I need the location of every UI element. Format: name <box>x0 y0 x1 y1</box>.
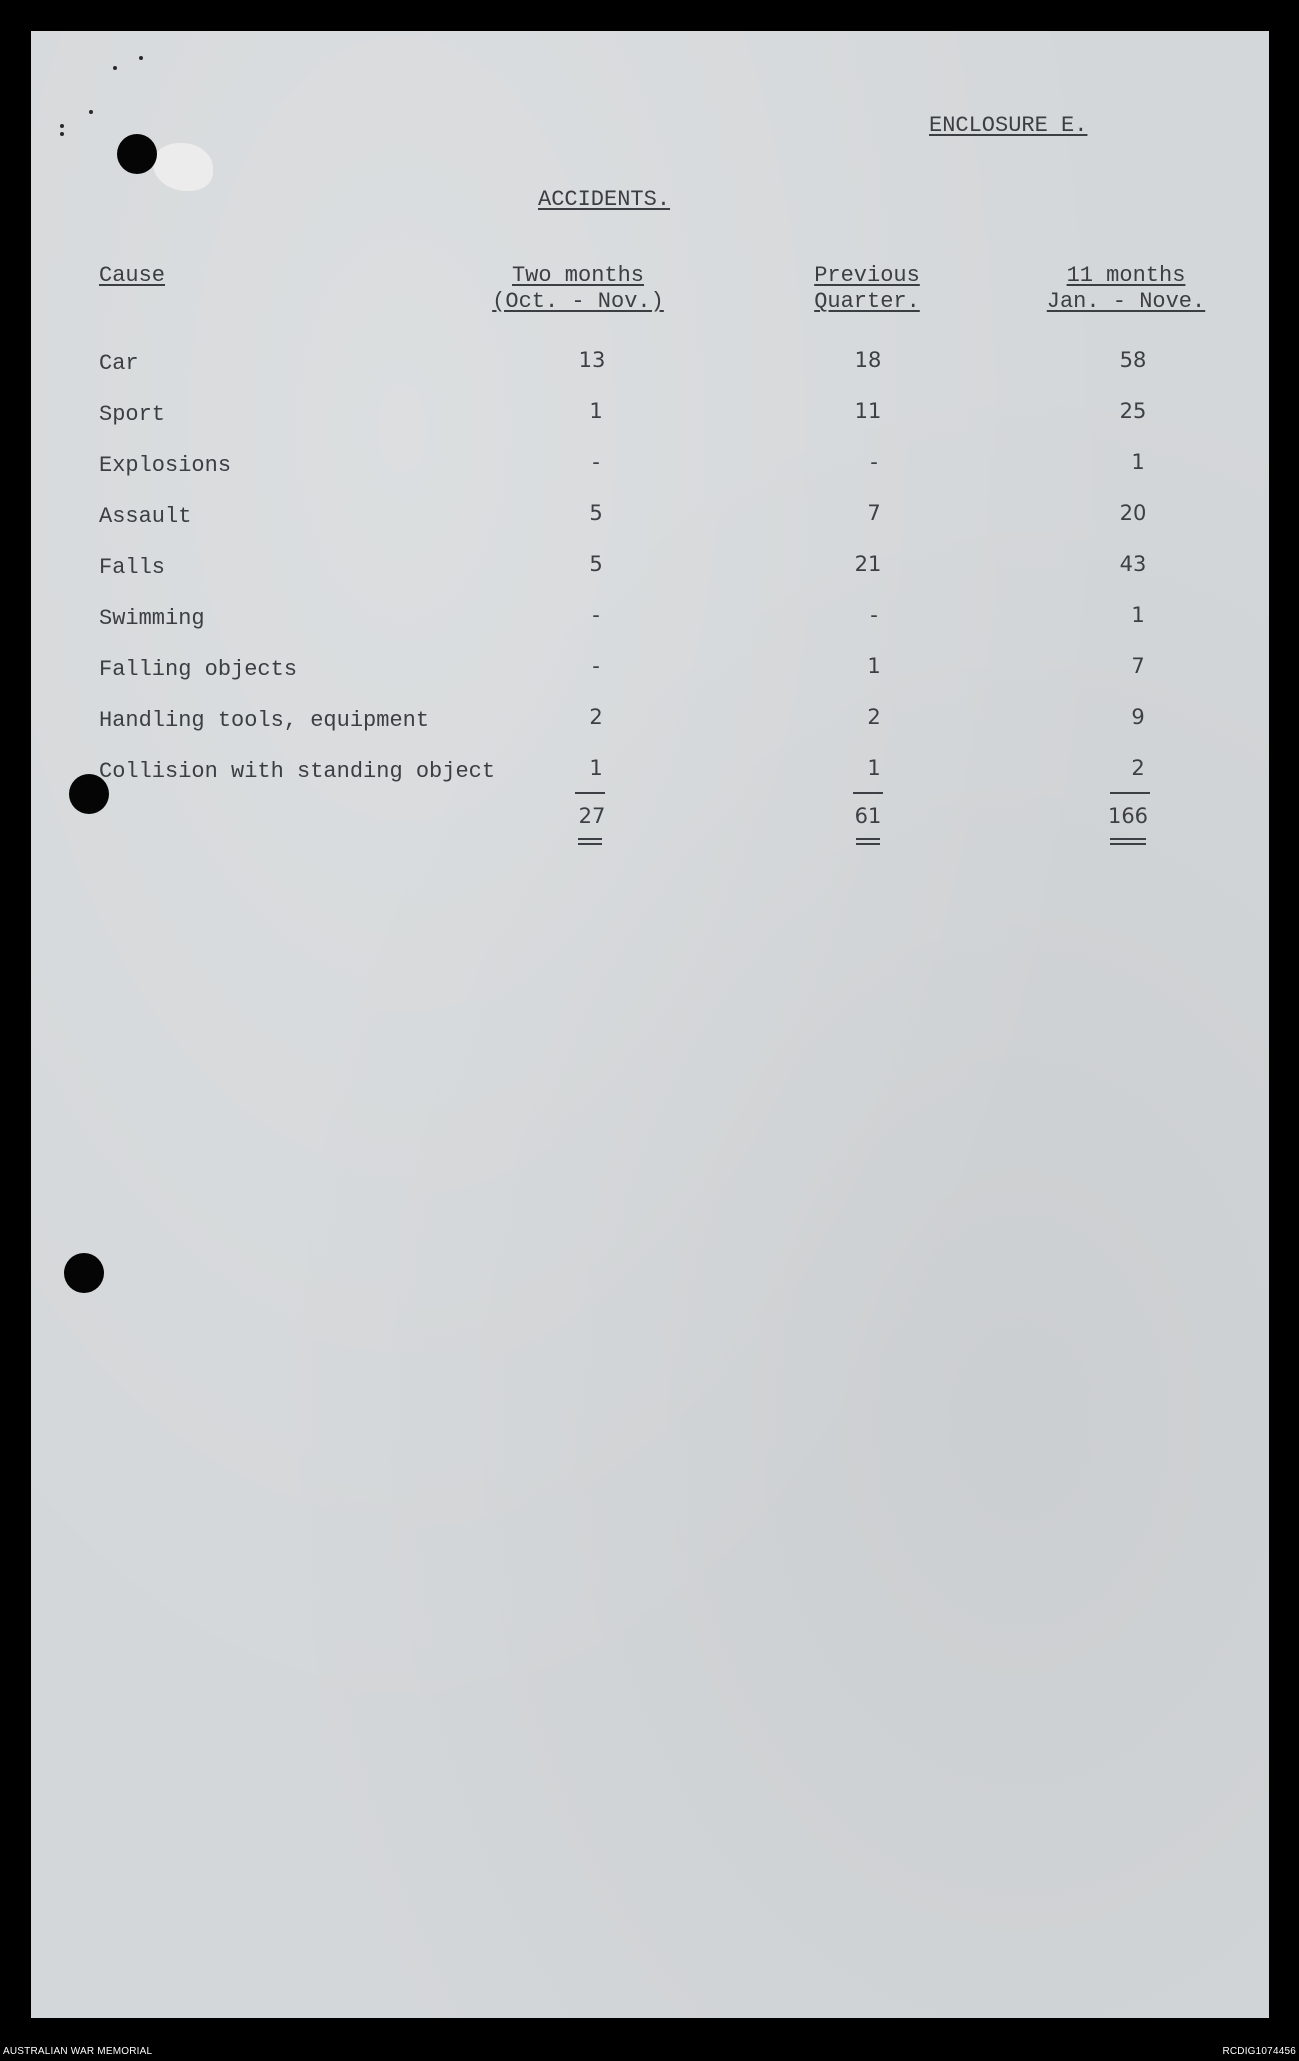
row-value-two-months: 5 <box>589 552 603 576</box>
row-value-two-months: - <box>592 654 600 678</box>
total-previous-quarter: 61 <box>854 804 882 828</box>
page-title: ACCIDENTS. <box>538 187 671 212</box>
archive-reference: RCDIG1074456 <box>1222 2046 1296 2057</box>
row-cause: Handling tools, equipment <box>99 708 430 733</box>
row-value-previous-quarter: 18 <box>854 348 882 372</box>
row-cause: Car <box>99 351 139 376</box>
row-value-previous-quarter: 1 <box>867 654 881 678</box>
row-value-previous-quarter: - <box>870 450 878 474</box>
row-cause: Falls <box>99 555 166 580</box>
row-value-two-months: 2 <box>589 705 603 729</box>
column-header-line: Jan. - Nove. <box>1046 289 1206 314</box>
document-page <box>31 31 1269 2018</box>
torn-corner <box>153 143 213 191</box>
row-value-eleven-months: 1 <box>1131 603 1145 627</box>
sum-rule <box>1110 792 1150 794</box>
speck <box>89 110 93 114</box>
sum-rule <box>575 792 605 794</box>
row-value-previous-quarter: 21 <box>854 552 882 576</box>
punch-hole <box>117 134 157 174</box>
row-value-two-months: 1 <box>589 399 603 423</box>
speck <box>60 124 64 128</box>
row-value-eleven-months: 25 <box>1119 399 1147 423</box>
column-header-line: 11 months <box>1066 263 1186 288</box>
row-value-two-months: 5 <box>589 501 603 525</box>
row-value-eleven-months: 20 <box>1119 501 1147 525</box>
row-value-two-months: 13 <box>578 348 606 372</box>
row-value-eleven-months: 9 <box>1131 705 1145 729</box>
row-cause: Falling objects <box>99 657 298 682</box>
row-value-previous-quarter: 1 <box>867 756 881 780</box>
column-header-previous-quarter <box>814 263 920 315</box>
column-header-line: Quarter. <box>814 289 920 314</box>
total-eleven-months: 166 <box>1107 804 1149 828</box>
enclosure-label: ENCLOSURE E. <box>929 113 1088 138</box>
speck <box>60 132 64 136</box>
row-value-eleven-months: 58 <box>1119 348 1147 372</box>
row-value-eleven-months: 1 <box>1131 450 1145 474</box>
row-value-two-months: - <box>592 450 600 474</box>
row-value-previous-quarter: 7 <box>867 501 881 525</box>
sum-rule <box>853 792 883 794</box>
row-value-previous-quarter: - <box>870 603 878 627</box>
row-value-previous-quarter: 11 <box>854 399 882 423</box>
row-value-eleven-months: 43 <box>1119 552 1147 576</box>
column-header-line: Two months <box>511 263 645 288</box>
row-value-previous-quarter: 2 <box>867 705 881 729</box>
total-double-rule <box>1110 838 1146 845</box>
row-value-two-months: - <box>592 603 600 627</box>
row-value-two-months: 1 <box>589 756 603 780</box>
cause-header: Cause <box>99 263 166 288</box>
column-header-two-months <box>492 263 664 315</box>
total-double-rule <box>578 838 602 845</box>
column-header-line: (Oct. - Nov.) <box>492 289 664 314</box>
row-cause: Collision with standing object <box>99 759 496 784</box>
archive-credit: AUSTRALIAN WAR MEMORIAL <box>3 2046 153 2057</box>
row-cause: Assault <box>99 504 192 529</box>
column-header-line: Previous <box>814 263 920 288</box>
speck <box>113 66 117 70</box>
row-value-eleven-months: 7 <box>1131 654 1145 678</box>
row-cause: Swimming <box>99 606 205 631</box>
column-header-eleven-months <box>1047 263 1205 315</box>
row-cause: Sport <box>99 402 166 427</box>
punch-hole <box>64 1253 104 1293</box>
speck <box>139 56 143 60</box>
row-value-eleven-months: 2 <box>1131 756 1145 780</box>
total-two-months: 27 <box>578 804 606 828</box>
row-cause: Explosions <box>99 453 232 478</box>
total-double-rule <box>856 838 880 845</box>
